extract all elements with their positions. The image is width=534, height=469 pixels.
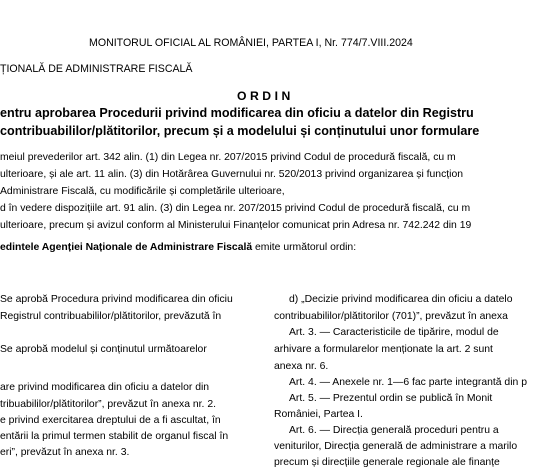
left-col-line-10: eri”, prevăzut în anexa nr. 3.	[0, 447, 130, 458]
right-col-line-5: anexa nr. 6.	[274, 361, 329, 372]
right-col-line-7: Art. 5. — Prezentul ordin se publică în Monit	[289, 393, 493, 404]
right-col-line-2: contribuabililor/plătitorilor (701)”, prevăzut în anexa	[274, 311, 508, 322]
document-type-label: ORDIN	[237, 89, 294, 103]
right-col-line-9: Art. 6. — Direcția generală proceduri pentru a	[289, 425, 499, 436]
title-line-2: contribuabililor/plătitorilor, precum și a modelului și conținutului unor formulare	[0, 124, 480, 138]
running-title: MONITORUL OFICIAL AL ROMÂNIEI, PARTEA I, Nr. 774/7.VIII.2024	[89, 37, 413, 49]
issuer-line	[0, 241, 356, 254]
right-col-line-1: d) „Decizie privind modificarea din oficiu a datelo	[289, 294, 513, 305]
left-col-line-8: e privind exercitarea dreptului de a fi ascultat, în	[0, 415, 221, 426]
left-col-line-1: Se aprobă Procedura privind modificarea din oficiu	[0, 294, 233, 305]
right-col-line-3: Art. 3. — Caracteristicile de tipărire, modul de	[289, 327, 499, 338]
left-col-line-7: tribuabililor/plătitorilor”, prevăzut în anexa nr. 2.	[0, 399, 217, 410]
left-col-line-2: Registrul contribuabililor/plătitorilor, prevăzută în	[0, 311, 222, 322]
right-col-line-6: Art. 4. — Anexele nr. 1—6 fac parte integrantă din p	[289, 377, 527, 388]
agency-heading: ȚIONALĂ DE ADMINISTRARE FISCALĂ	[0, 63, 193, 75]
left-col-line-9: entării la primul termen stabilit de organul fiscal în	[0, 431, 229, 442]
preamble-line-3: Administrare Fiscală, cu modificările și completările ulterioare,	[0, 186, 285, 197]
preamble-line-1: meiul prevederilor art. 342 alin. (1) din Legea nr. 207/2015 privind Codul de procedură fiscală, cu m	[0, 152, 456, 163]
issuer-action: emite următorul ordin:	[252, 242, 357, 253]
title-line-1: entru aprobarea Procedurii privind modificarea din oficiu a datelor din Registru	[0, 106, 474, 120]
preamble-line-4: d în vedere dispozițiile art. 91 alin. (3) din Legea nr. 207/2015 privind Codul de procedură fiscală, cu m	[0, 203, 471, 214]
preamble-line-2: ulterioare, și ale art. 11 alin. (3) din Hotărârea Guvernului nr. 520/2013 privind organizarea și funcțion	[0, 169, 464, 180]
right-col-line-8: României, Partea I.	[274, 409, 363, 420]
left-col-line-4: Se aprobă modelul și conținutul următoarelor	[0, 344, 207, 355]
right-col-line-10: veniturilor, Direcția generală de administrare a marilo	[274, 441, 518, 452]
preamble-line-5: ulterioare, precum și avizul conform al Ministerului Finanțelor comunicat prin Adresa nr. 742.242 din 19	[0, 220, 472, 231]
issuer-name: edintele Agenției Naționale de Administrare Fiscală	[0, 242, 253, 253]
left-col-line-6: are privind modificarea din oficiu a datelor din	[0, 382, 210, 393]
right-col-line-11: precum și direcțiile generale regionale ale finanțe	[274, 457, 500, 468]
right-col-line-4: arhivare a formularelor menționate la art. 2 sunt	[274, 344, 493, 355]
